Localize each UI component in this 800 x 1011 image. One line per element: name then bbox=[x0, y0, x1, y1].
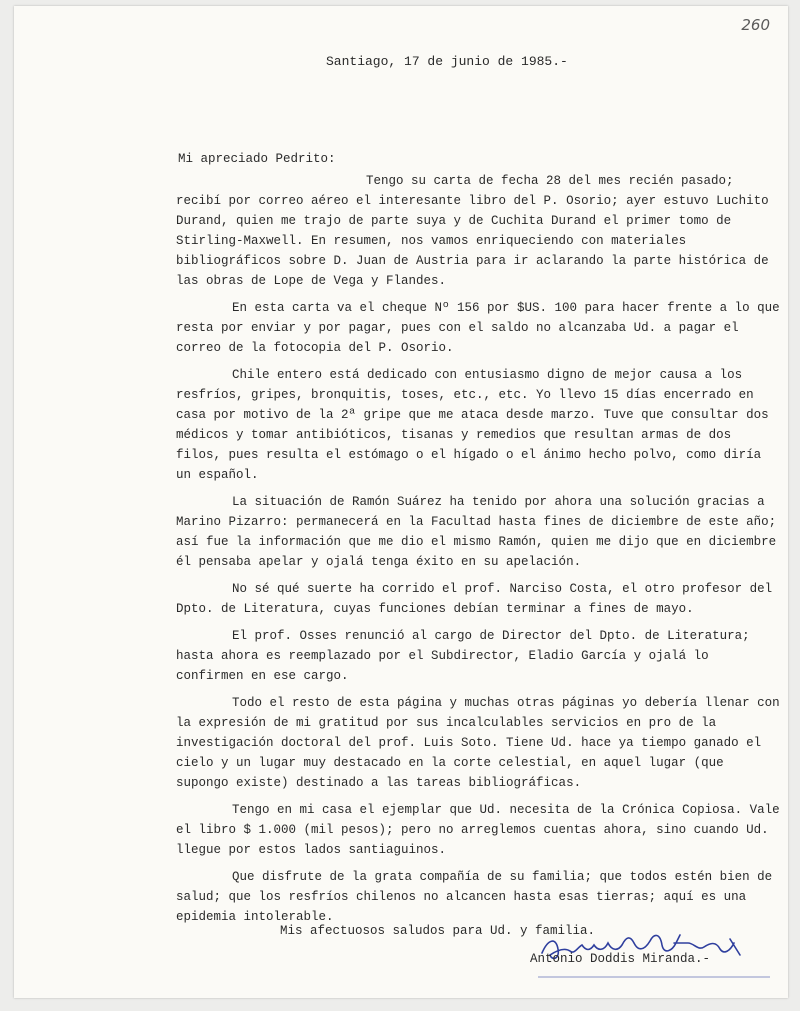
paragraph: Chile entero está dedicado con entusiasmo digno de mejor causa a los resfríos, gripes, bronquitis, toses, etc., etc. Yo llevo 15 días encerrado en casa por motivo de la 2ª gripe que me ataca desde marzo. Tuve que consultar dos médicos y tomar antibióticos, tisanas y remedios que resultan armas de dos filos, pues resulta el estómago o el hígado o el ánimo hecho polvo, como diría un español. bbox=[176, 368, 769, 482]
paragraph: En esta carta va el cheque Nº 156 por $US. 100 para hacer frente a lo que resta por enviar y por pagar, pues con el saldo no alcanzaba Ud. a pagar el correo de la fotocopia del P. Osorio. bbox=[176, 301, 780, 355]
date-line: Santiago, 17 de junio de 1985.- bbox=[326, 54, 568, 69]
handwritten-signature bbox=[534, 921, 774, 981]
paragraph: No sé qué suerte ha corrido el prof. Narciso Costa, el otro profesor del Dpto. de Literatura, cuyas funciones debían terminar a fines de mayo. bbox=[176, 582, 773, 616]
letter-body bbox=[176, 171, 782, 934]
page-number: 260 bbox=[741, 16, 770, 34]
paragraph: La situación de Ramón Suárez ha tenido por ahora una solución gracias a Marino Pizarro: permanecerá en la Facultad hasta fines de diciembre de este año; así fue la información que me dio el mismo Ramón, quien me dijo que en diciembre él pensaba apelar y ojalá tenga éxito en su apelación. bbox=[176, 495, 777, 569]
closing-line: Mis afectuosos saludos para Ud. y familia. bbox=[280, 924, 596, 938]
salutation: Mi apreciado Pedrito: bbox=[178, 152, 336, 166]
signer-name: Antonio Doddis Miranda.- bbox=[530, 952, 711, 966]
paragraph: Tengo su carta de fecha 28 del mes recién pasado; recibí por correo aéreo el interesante libro del P. Osorio; ayer estuvo Luchito Durand, quien me trajo de parte suya y de Cuchita Durand el primer tomo de Stirling-Maxwell. En resumen, nos vamos enriqueciendo con materiales bibliográficos sobre D. Juan de Austria para ir aclarando la parte histórica de las obras de Lope de Vega y Flandes. bbox=[176, 174, 769, 288]
letter-page bbox=[14, 6, 788, 998]
paragraph: Todo el resto de esta página y muchas otras páginas yo debería llenar con la expresión de mi gratitud por sus incalculables servicios en pro de la investigación doctoral del prof. Luis Soto. Tiene Ud. hace ya tiempo ganado el cielo y un lugar muy destacado en la corte celestial, en aquel lugar (que supongo existe) destinado a las tareas bibliográficas. bbox=[176, 696, 780, 790]
paragraph: Que disfrute de la grata compañía de su familia; que todos estén bien de salud; que los resfríos chilenos no alcancen hasta esas tierras; aquí es una epidemia intolerable. bbox=[176, 870, 773, 924]
paragraph: Tengo en mi casa el ejemplar que Ud. necesita de la Crónica Copiosa. Vale el libro $ 1.000 (mil pesos); pero no arreglemos cuentas ahora, sino cuando Ud. llegue por estos lados santiaguinos. bbox=[176, 803, 780, 857]
paragraph: El prof. Osses renunció al cargo de Director del Dpto. de Literatura; hasta ahora es reemplazado por el Subdirector, Eladio García y ojalá lo confirmen en ese cargo. bbox=[176, 629, 750, 683]
